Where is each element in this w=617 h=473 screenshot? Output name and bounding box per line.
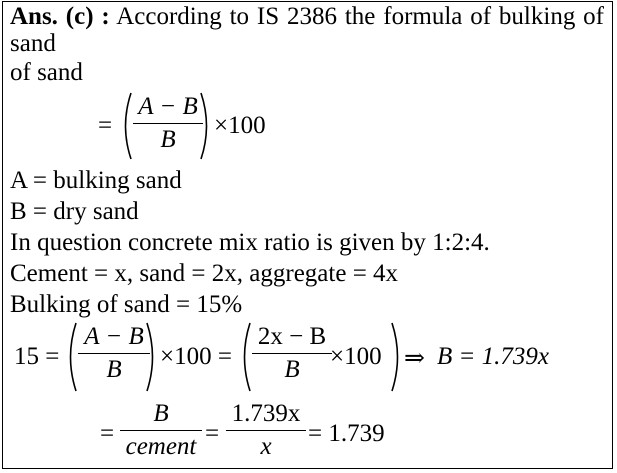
formula2-times-2: ×100 xyxy=(330,343,382,370)
formula3-frac1-numerator: B xyxy=(153,400,169,427)
formula3-frac2-numerator: 1.739x xyxy=(231,400,301,427)
formula3-frac2-denominator: x xyxy=(260,433,272,460)
formula2-frac1-numerator: A − B xyxy=(84,323,144,350)
formula2-implies-arrow: ⇒ xyxy=(404,345,425,372)
answer-intro xyxy=(10,3,604,57)
mix-ratio-line: In question concrete mix ratio is given by 1:2:4. xyxy=(10,229,490,256)
formula3-fraction-1 xyxy=(120,400,202,461)
formula1-times: ×100 xyxy=(214,112,266,139)
formula3-equals-2: = xyxy=(205,420,220,447)
formula2-times-1: ×100 = xyxy=(160,343,232,370)
formula1-left-paren xyxy=(119,92,133,160)
bulking-value-line: Bulking of sand = 15% xyxy=(10,291,243,318)
formula3-equals-1: = xyxy=(100,420,115,447)
definition-a: A = bulking sand xyxy=(10,167,182,194)
formula2-frac2-denominator: B xyxy=(284,356,300,383)
formula2-right-paren-1 xyxy=(145,322,159,392)
formula2-right-paren-2 xyxy=(390,322,404,392)
definition-b: B = dry sand xyxy=(10,198,139,225)
formula2-fraction-2 xyxy=(252,323,332,384)
formula2-lhs: 15 = xyxy=(14,343,60,370)
formula2-fraction-1 xyxy=(78,323,150,384)
formula2-frac1-denominator: B xyxy=(106,356,122,383)
answer-intro-text: According to IS 2386 the formula of bulking of sand xyxy=(10,3,604,57)
formula2-frac2-numerator: 2x − B xyxy=(257,323,327,350)
answer-label: Ans. (c) : xyxy=(10,3,110,30)
formula1-denominator: B xyxy=(160,126,176,153)
formula1-fraction xyxy=(133,93,203,154)
formula1-numerator: A − B xyxy=(138,93,198,120)
formula2-left-paren-1 xyxy=(64,322,78,392)
formula1-equals: = xyxy=(98,112,113,139)
formula1-right-paren xyxy=(199,92,213,160)
formula3-fraction-2 xyxy=(226,400,306,461)
formula3-result: = 1.739 xyxy=(308,420,385,447)
formula2-result: B = 1.739x xyxy=(437,343,549,370)
formula3-frac1-denominator: cement xyxy=(125,433,197,460)
intro-line-2: of sand xyxy=(10,59,83,86)
formula2-left-paren-2 xyxy=(238,322,252,392)
quantities-line: Cement = x, sand = 2x, aggregate = 4x xyxy=(10,260,399,287)
